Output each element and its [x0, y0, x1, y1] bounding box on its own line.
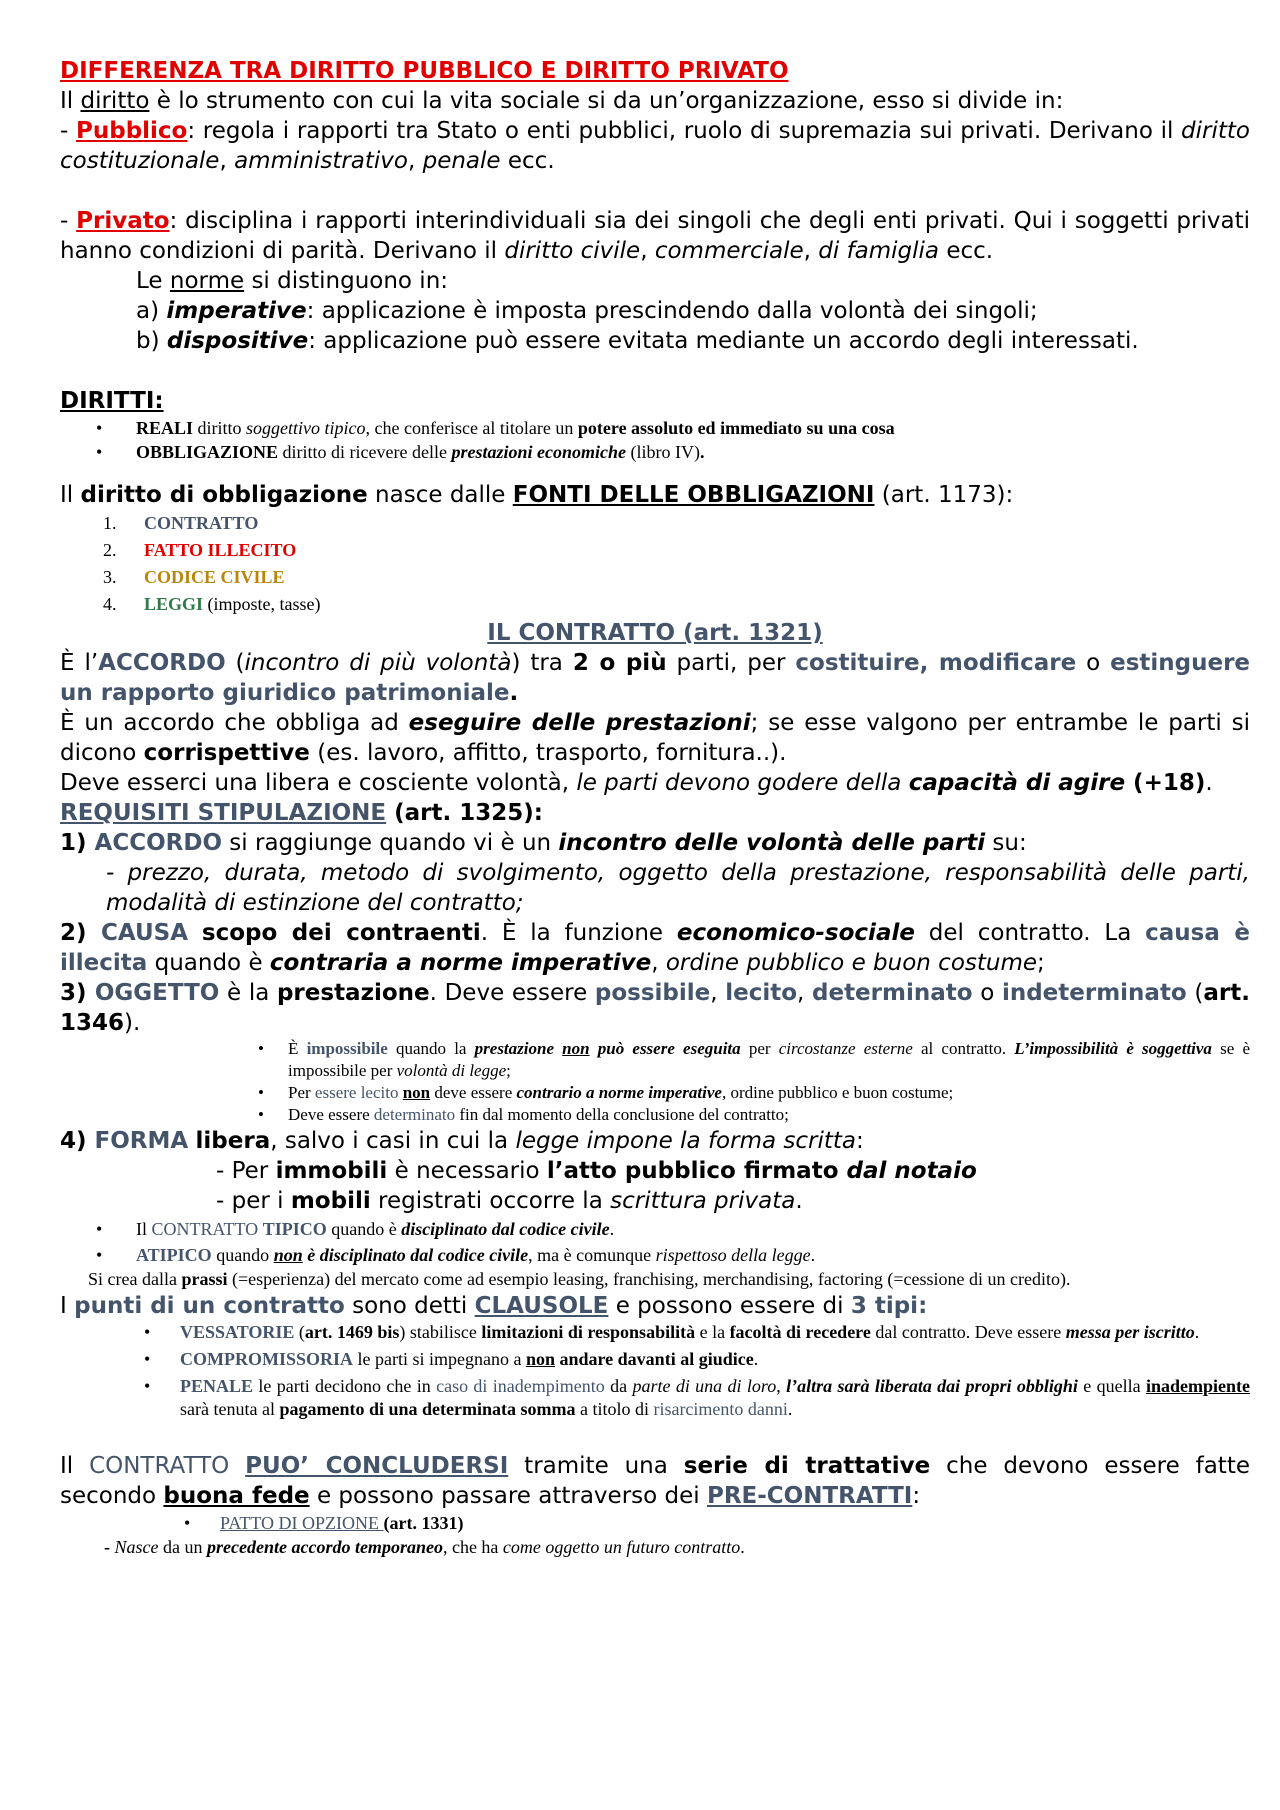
forma-immobili: - Per immobili è necessario l’atto pubblico firmato dal notaio: [216, 1158, 977, 1184]
bullet-icon: •: [96, 442, 103, 462]
pubblico-paragraph: - Pubblico: regola i rapporti tra Stato o enti pubblici, ruolo di supremazia sui privati. Derivano il diritto costituzionale, amministrativo, penale ecc.: [60, 118, 1250, 174]
contratto-atipico: • ATIPICO quando non è disciplinato dal codice civile, ma è comunque rispettoso della legge.: [60, 1242, 1250, 1268]
bullet-icon: •: [258, 1039, 264, 1058]
contratto-heading: IL CONTRATTO (art. 1321): [487, 620, 823, 646]
list-item: 2. FATTO ILLECITO: [103, 540, 297, 560]
forma-mobili: - per i mobili registrati occorre la scrittura privata.: [216, 1188, 803, 1214]
clausole-list: [144, 1321, 1250, 1421]
prassi-paragraph: Si crea dalla prassi (=esperienza) del mercato come ad esempio leasing, franchising, merchandising, factoring (=cessione di un credito).: [88, 1269, 1071, 1289]
contratto-volonta: Deve esserci una libera e cosciente volontà, le parti devono godere della capacità di agire (+18).: [60, 770, 1213, 796]
diritti-heading: DIRITTI:: [60, 388, 164, 414]
bullet-icon: •: [144, 1376, 151, 1396]
requisiti-heading: REQUISITI STIPULAZIONE (art. 1325):: [60, 800, 543, 826]
norme-imperative: a) imperative: applicazione è imposta prescindendo dalla volontà dei singoli;: [136, 298, 1038, 324]
norme-dispositive: b) dispositive: applicazione può essere evitata mediante un accordo degli interessati.: [136, 328, 1139, 354]
bullet-icon: •: [184, 1513, 191, 1533]
contratto-definition: È l’ACCORDO (incontro di più volontà) tra 2 o più parti, per costituire, modificare o estinguere un rapporto giuridico patrimoniale.: [60, 650, 1251, 706]
oggetto-determinato: • Deve essere determinato fin dal momento della conclusione del contratto;: [258, 1105, 789, 1124]
intro-paragraph: Il diritto è lo strumento con cui la vita sociale si da un’organizzazione, esso si divide in:: [60, 88, 1064, 114]
bullet-icon: •: [96, 418, 103, 438]
bullet-icon: •: [258, 1083, 264, 1102]
requisito-causa: 2) CAUSA scopo dei contraenti. È la funzione economico-sociale del contratto. La causa è illecita quando è contraria a norme imperative, ordine pubblico e buon costume;: [60, 920, 1251, 976]
clausola-penale: • PENALE le parti decidono che in caso di inadempimento da parte di una di loro, l’altra sarà liberata dai propri obblighi e quella inadempiente sarà tenuta al pagamento di una determinata somma a titolo di risarcimento danni.: [144, 1376, 1250, 1419]
oggetto-impossibile: • È impossibile quando la prestazione non può essere eseguita per circostanze esterne al contratto. L’impossibilità è soggettiva se è impossibile per volontà di legge;: [258, 1039, 1250, 1080]
privato-paragraph: - Privato: disciplina i rapporti interindividuali sia dei singoli che degli enti privati. Qui i soggetti privati hanno condizioni di parità. Derivano il diritto civile, commerciale, di famiglia ecc.: [60, 208, 1250, 264]
fonti-list: [60, 510, 1250, 618]
bullet-icon: •: [258, 1105, 264, 1124]
list-item: 3. CODICE CIVILE: [103, 567, 285, 587]
diritti-reali: • REALI diritto soggettivo tipico, che conferisce al titolare un potere assoluto ed immediato su una cosa: [96, 418, 895, 438]
oggetto-bullets: [258, 1038, 1250, 1126]
clausola-compromissoria: • COMPROMISSORIA le parti si impegnano a non andare davanti al giudice.: [144, 1349, 759, 1369]
fonti-paragraph: Il diritto di obbligazione nasce dalle FONTI DELLE OBBLIGAZIONI (art. 1173):: [60, 482, 1014, 508]
bullet-icon: •: [144, 1322, 151, 1342]
requisito-forma: 4) FORMA libera, salvo i casi in cui la legge impone la forma scritta:: [60, 1128, 864, 1154]
norme-intro: Le norme si distinguono in:: [136, 268, 449, 294]
page-title: DIFFERENZA TRA DIRITTO PUBBLICO E DIRITTO PRIVATO: [60, 58, 789, 84]
list-item: 1. CONTRATTO: [103, 513, 259, 533]
diritti-obbligazione: • OBBLIGAZIONE diritto di ricevere delle prestazioni economiche (libro IV).: [96, 442, 705, 462]
requisito-accordo: 1) ACCORDO si raggiunge quando vi è un incontro delle volontà delle parti su:: [60, 830, 1027, 856]
contratto-prestazioni: È un accordo che obbliga ad eseguire delle prestazioni; se esse valgono per entrambe le parti si dicono corrispettive (es. lavoro, affitto, trasporto, fornitura..).: [60, 710, 1251, 766]
clausole-paragraph: I punti di un contratto sono detti CLAUSOLE e possono essere di 3 tipi:: [60, 1293, 928, 1319]
patto-opzione: • PATTO DI OPZIONE (art. 1331): [184, 1513, 464, 1533]
bullet-icon: •: [96, 1245, 103, 1265]
patto-opzione-desc: - Nasce da un precedente accordo temporaneo, che ha come oggetto un futuro contratto.: [104, 1537, 745, 1557]
bullet-icon: •: [96, 1219, 103, 1239]
clausola-vessatorie: • VESSATORIE (art. 1469 bis) stabilisce limitazioni di responsabilità e la facoltà di recedere dal contratto. Deve essere messa per iscritto.: [144, 1322, 1200, 1342]
requisito-accordo-list: - prezzo, durata, metodo di svolgimento, oggetto della prestazione, responsabilità delle parti, modalità di estinzione del contratto;: [106, 860, 1250, 916]
oggetto-lecito: • Per essere lecito non deve essere contrario a norme imperative, ordine pubblico e buon costume;: [258, 1083, 954, 1102]
requisito-oggetto: 3) OGGETTO è la prestazione. Deve essere possibile, lecito, determinato o indeterminato (art. 1346).: [60, 980, 1250, 1036]
conclusione-paragraph: Il CONTRATTO PUO’ CONCLUDERSI tramite una serie di trattative che devono essere fatte secondo buona fede e possono passare attraverso dei PRE-CONTRATTI:: [60, 1453, 1250, 1509]
document-page: [60, 56, 1250, 1559]
list-item: 4. LEGGI (imposte, tasse): [103, 594, 321, 614]
contratto-tipico: • Il CONTRATTO TIPICO quando è disciplinato dal codice civile.: [60, 1216, 1250, 1242]
norme-block: [136, 266, 1250, 356]
bullet-icon: •: [144, 1349, 151, 1369]
